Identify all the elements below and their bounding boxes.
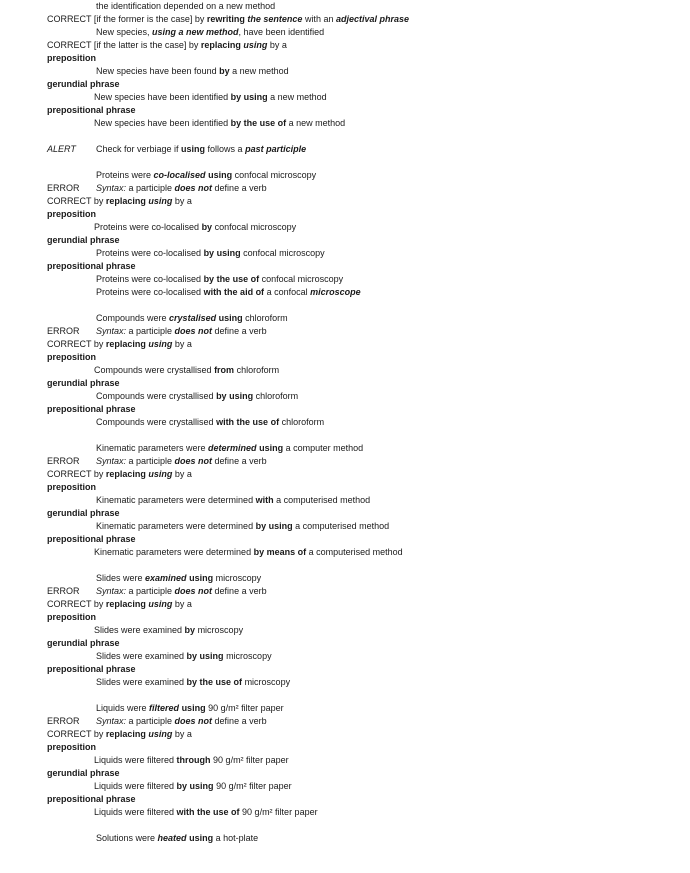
document-line: [94, 222, 296, 233]
line-text: Kinematic parameters were determined: [94, 547, 254, 557]
document-line-tabbed: [96, 183, 267, 194]
document-line: [47, 261, 136, 272]
line-text: define a verb: [212, 326, 267, 336]
line-text: using: [148, 196, 173, 206]
line-text: Liquids were filtered: [94, 781, 177, 791]
line-text: Proteins were co-localised: [96, 274, 204, 284]
line-text: Compounds were crystallised: [96, 417, 217, 427]
line-text: a hot-plate: [213, 833, 259, 843]
line-text: a participle: [126, 183, 175, 193]
line-text: 90 g/m² filter paper: [205, 703, 284, 713]
line-text: does not: [174, 183, 213, 193]
line-text: confocal microscopy: [259, 274, 344, 284]
line-text: rewriting: [206, 14, 248, 24]
document-line: [47, 209, 96, 220]
line-text: using: [259, 443, 284, 453]
line-text: Proteins were co-localised: [94, 222, 202, 232]
line-text: Proteins were co-localised: [96, 248, 204, 258]
document-line: [96, 677, 290, 688]
line-text: ERROR: [47, 716, 80, 726]
line-text: ERROR: [47, 456, 80, 466]
line-text: the identification depended on a new method: [96, 1, 276, 11]
line-text: confocal microscopy: [212, 222, 297, 232]
line-text: preposition: [47, 209, 96, 219]
line-text: New species have been found: [96, 66, 220, 76]
line-text: replacing: [105, 196, 149, 206]
line-text: ERROR: [47, 183, 80, 193]
line-text: using: [181, 703, 206, 713]
document-line-tabbed: [96, 326, 267, 337]
document-line: [96, 27, 324, 38]
line-text: CORRECT by: [47, 599, 106, 609]
line-text: Syntax:: [96, 326, 127, 336]
line-text: define a verb: [212, 183, 267, 193]
line-text: by using: [186, 651, 224, 661]
line-text: gerundial phrase: [47, 235, 120, 245]
line-text: a new method: [229, 66, 289, 76]
line-text: preposition: [47, 612, 96, 622]
line-text: a participle: [126, 716, 175, 726]
document-line: [47, 79, 120, 90]
line-text: adjectival phrase: [335, 14, 410, 24]
line-text: by a: [172, 339, 192, 349]
line-text: determined: [208, 443, 257, 453]
document-line-tabbed: [96, 144, 306, 155]
line-text: with: [255, 495, 274, 505]
line-text: a new method: [267, 92, 327, 102]
line-text: confocal microscopy: [232, 170, 317, 180]
line-text: a participle: [126, 456, 175, 466]
line-text: prepositional phrase: [47, 105, 136, 115]
line-text: Kinematic parameters were determined: [96, 495, 256, 505]
line-text: chloroform: [253, 391, 299, 401]
line-text: Slides were examined: [94, 625, 185, 635]
line-text: ERROR: [47, 586, 80, 596]
line-text: confocal microscopy: [240, 248, 325, 258]
line-text: by means of: [253, 547, 307, 557]
line-text: Proteins were co-localised: [96, 287, 204, 297]
document-line: [47, 729, 192, 740]
line-text: prepositional phrase: [47, 794, 136, 804]
document-line: [94, 92, 327, 103]
document-line: [47, 534, 136, 545]
line-text: Compounds were: [96, 313, 170, 323]
line-text: with the use of: [176, 807, 240, 817]
line-text: Slides were examined: [96, 677, 187, 687]
line-text: by using: [176, 781, 214, 791]
line-text: a computerised method: [306, 547, 403, 557]
line-text: Slides were examined: [96, 651, 187, 661]
line-text: filtered: [149, 703, 180, 713]
document-line: [96, 651, 272, 662]
line-text: Syntax:: [96, 183, 127, 193]
line-text: using: [208, 170, 233, 180]
document-line: [47, 742, 96, 753]
line-text: Liquids were filtered: [94, 755, 177, 765]
document-line: [96, 170, 316, 181]
document-line-tabbed: [96, 586, 267, 597]
document-line: [47, 612, 96, 623]
line-text: a computerised method: [292, 521, 390, 531]
line-text: using: [218, 313, 243, 323]
line-text: using: [148, 339, 173, 349]
line-text: gerundial phrase: [47, 378, 120, 388]
line-text: co-localised: [153, 170, 206, 180]
document-line: [47, 196, 192, 207]
line-text: chloroform: [242, 313, 288, 323]
document-line: [47, 53, 96, 64]
line-text: gerundial phrase: [47, 79, 120, 89]
document-line: [47, 664, 136, 675]
document-line: [94, 625, 243, 636]
line-text: by the use of: [230, 118, 287, 128]
document-line: [96, 703, 284, 714]
line-text: by a: [267, 40, 287, 50]
line-text: Kinematic parameters were determined: [96, 521, 256, 531]
line-text: CORRECT [if the former is the case] by: [47, 14, 207, 24]
line-text: define a verb: [212, 716, 267, 726]
line-text: preposition: [47, 482, 96, 492]
document-line: [47, 456, 80, 467]
line-text: a computerised method: [273, 495, 371, 505]
line-text: replacing: [105, 599, 149, 609]
line-text: follows a: [205, 144, 246, 154]
document-line: [47, 144, 76, 155]
line-text: define a verb: [212, 586, 267, 596]
line-text: heated: [157, 833, 187, 843]
line-text: replacing: [105, 339, 149, 349]
line-text: prepositional phrase: [47, 664, 136, 674]
document-line: [47, 599, 192, 610]
document-line: [47, 794, 136, 805]
line-text: a participle: [126, 326, 175, 336]
document-line: [96, 391, 298, 402]
line-text: prepositional phrase: [47, 534, 136, 544]
document-line: [47, 508, 120, 519]
line-text: by the use of: [203, 274, 260, 284]
document-line: [96, 313, 288, 324]
document-line: [96, 495, 370, 506]
document-line: [47, 105, 136, 116]
document-line: [94, 807, 318, 818]
line-text: through: [176, 755, 211, 765]
line-text: by a: [172, 196, 192, 206]
line-text: past participle: [245, 144, 307, 154]
line-text: replacing: [200, 40, 244, 50]
document-line: [47, 716, 80, 727]
document-line: [47, 404, 136, 415]
document-line: [47, 586, 80, 597]
line-text: CORRECT [if the latter is the case] by: [47, 40, 201, 50]
line-text: by using: [255, 521, 293, 531]
document-line-tabbed: [96, 716, 267, 727]
line-text: gerundial phrase: [47, 768, 120, 778]
line-text: using: [148, 729, 173, 739]
document-line: [47, 183, 80, 194]
line-text: gerundial phrase: [47, 508, 120, 518]
line-text: replacing: [105, 469, 149, 479]
line-text: Compounds were crystallised: [94, 365, 215, 375]
document-line: [94, 365, 279, 376]
line-text: using a new method: [152, 27, 239, 37]
document-line: [47, 40, 287, 51]
document-line: [47, 768, 120, 779]
line-text: preposition: [47, 742, 96, 752]
line-text: by: [201, 222, 213, 232]
line-text: by using: [203, 248, 241, 258]
line-text: prepositional phrase: [47, 261, 136, 271]
line-text: Slides were: [96, 573, 146, 583]
line-text: CORRECT by: [47, 196, 106, 206]
document-line: [96, 573, 261, 584]
line-text: by the use of: [186, 677, 243, 687]
line-text: a participle: [126, 586, 175, 596]
line-text: Liquids were: [96, 703, 150, 713]
line-text: chloroform: [234, 365, 280, 375]
line-text: with the aid of: [203, 287, 265, 297]
document-line: [47, 482, 96, 493]
line-text: Liquids were filtered: [94, 807, 177, 817]
line-text: by a: [172, 599, 192, 609]
line-text: using: [148, 599, 173, 609]
line-text: microscopy: [213, 573, 262, 583]
line-text: from: [214, 365, 235, 375]
line-text: using: [189, 573, 214, 583]
line-text: using: [243, 40, 268, 50]
line-text: , have been identified: [238, 27, 325, 37]
document-line: [96, 521, 389, 532]
document-line: [47, 638, 120, 649]
line-text: Solutions were: [96, 833, 158, 843]
line-text: Compounds were crystallised: [96, 391, 217, 401]
line-text: microscopy: [195, 625, 244, 635]
line-text: microscopy: [223, 651, 272, 661]
line-text: New species have been identified: [94, 118, 231, 128]
document-line: [96, 1, 275, 12]
line-text: Syntax:: [96, 586, 127, 596]
document-line: [47, 378, 120, 389]
line-text: preposition: [47, 352, 96, 362]
line-text: using: [181, 144, 206, 154]
line-text: using: [189, 833, 214, 843]
document-line: [94, 755, 289, 766]
document-line: [47, 326, 80, 337]
line-text: ERROR: [47, 326, 80, 336]
line-text: by a: [172, 469, 192, 479]
document-line: [96, 417, 324, 428]
line-text: New species,: [96, 27, 153, 37]
line-text: by using: [230, 92, 268, 102]
line-text: 90 g/m² filter paper: [213, 781, 292, 791]
line-text: 90 g/m² filter paper: [239, 807, 318, 817]
line-text: by using: [216, 391, 254, 401]
line-text: the sentence: [247, 14, 303, 24]
line-text: CORRECT by: [47, 339, 106, 349]
line-text: does not: [174, 456, 213, 466]
line-text: prepositional phrase: [47, 404, 136, 414]
document-line: [96, 443, 363, 454]
line-text: CORRECT by: [47, 469, 106, 479]
document-line: [96, 248, 325, 259]
document-line: [47, 469, 192, 480]
line-text: does not: [174, 716, 213, 726]
line-text: Syntax:: [96, 716, 127, 726]
document-line: [96, 833, 258, 844]
document-line: [96, 274, 343, 285]
line-text: a computer method: [283, 443, 364, 453]
line-text: preposition: [47, 53, 96, 63]
line-text: gerundial phrase: [47, 638, 120, 648]
line-text: a confocal: [264, 287, 311, 297]
line-text: 90 g/m² filter paper: [210, 755, 289, 765]
line-text: using: [148, 469, 173, 479]
document-line: [47, 339, 192, 350]
document-line-tabbed: [96, 456, 267, 467]
line-text: microscopy: [242, 677, 291, 687]
line-text: New species have been identified: [94, 92, 231, 102]
line-text: ALERT: [47, 144, 76, 154]
document-line: [47, 14, 409, 25]
document-line: [96, 66, 289, 77]
line-text: define a verb: [212, 456, 267, 466]
line-text: does not: [174, 586, 213, 596]
line-text: replacing: [105, 729, 149, 739]
line-text: by: [184, 625, 196, 635]
line-text: does not: [174, 326, 213, 336]
line-text: CORRECT by: [47, 729, 106, 739]
line-text: microscope: [310, 287, 361, 297]
line-text: by a: [172, 729, 192, 739]
line-text: by: [219, 66, 230, 76]
line-text: chloroform: [279, 417, 325, 427]
document-line: [94, 781, 292, 792]
document-line: [47, 352, 96, 363]
line-text: with an: [302, 14, 336, 24]
document-line: [94, 547, 403, 558]
document-line: [96, 287, 361, 298]
line-text: Proteins were: [96, 170, 154, 180]
line-text: with the use of: [216, 417, 280, 427]
line-text: a new method: [286, 118, 346, 128]
document-line: [47, 235, 120, 246]
line-text: examined: [145, 573, 187, 583]
line-text: Syntax:: [96, 456, 127, 466]
line-text: Check for verbiage if: [96, 144, 182, 154]
document-line: [94, 118, 345, 129]
line-text: Kinematic parameters were: [96, 443, 209, 453]
line-text: crystalised: [169, 313, 217, 323]
